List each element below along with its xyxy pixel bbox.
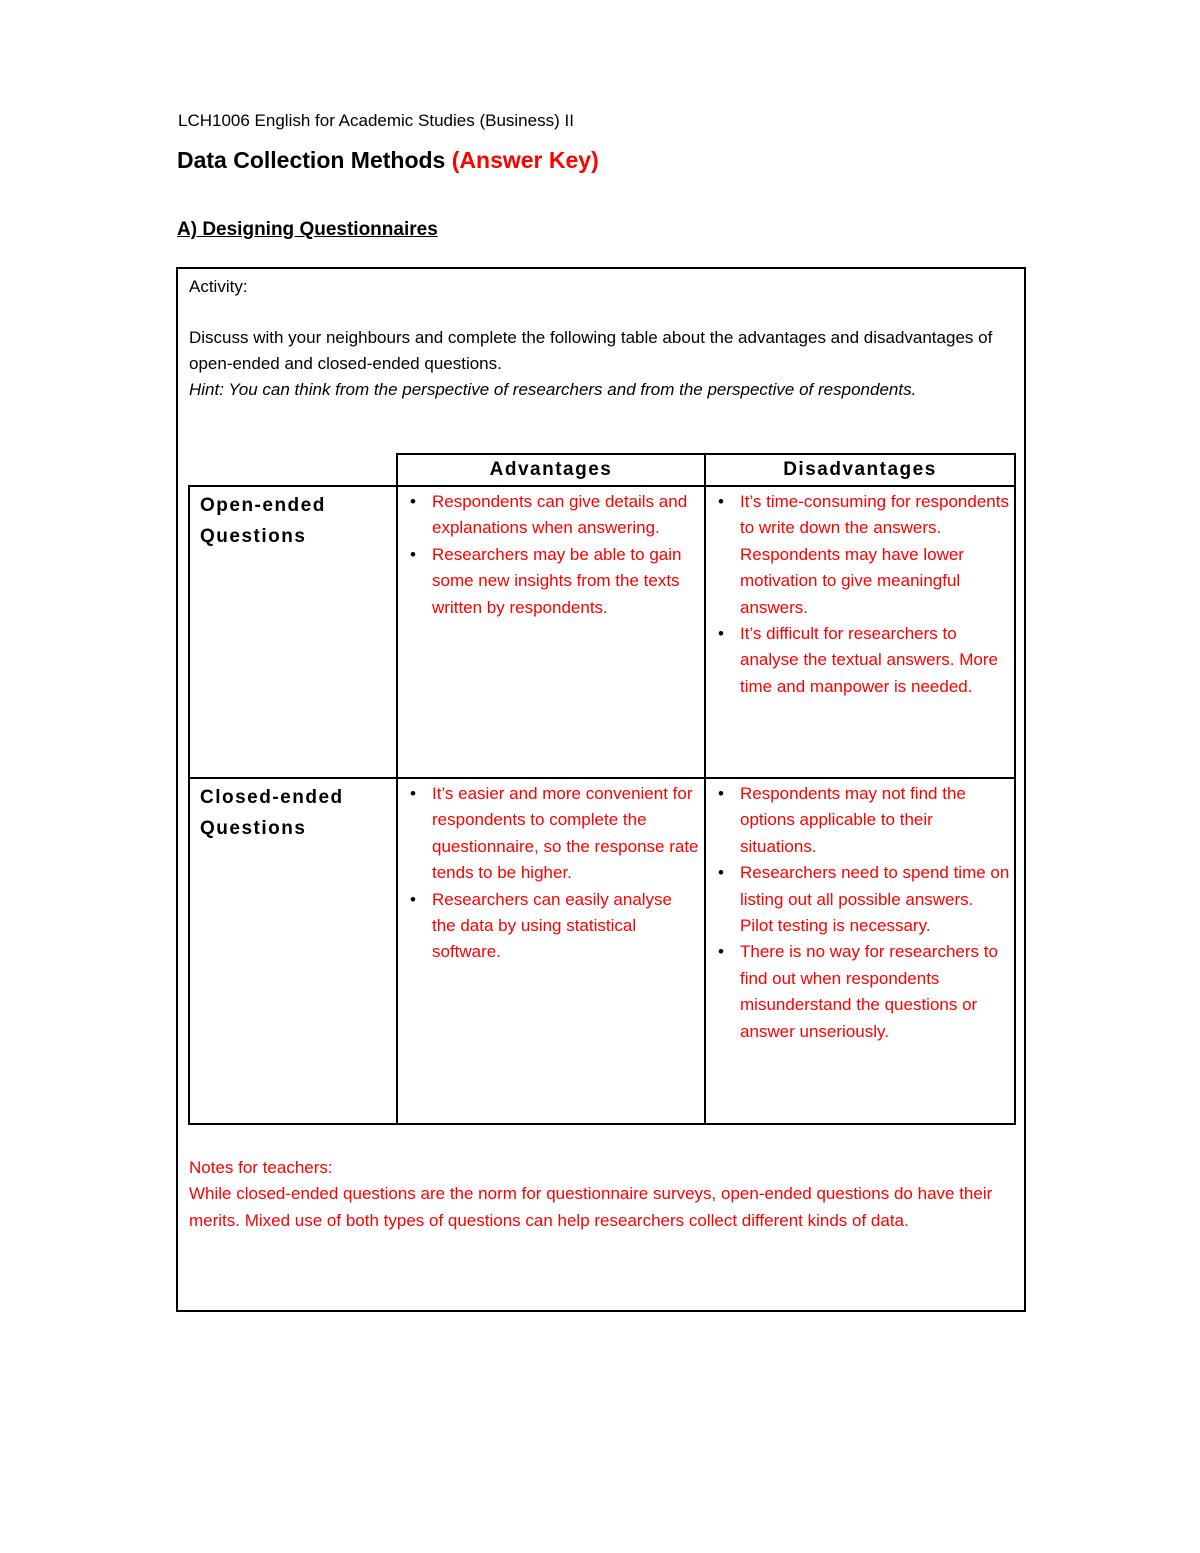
question-types-table <box>188 453 1016 1125</box>
list-item-text: It’s easier and more convenient for respondents to complete the questionnaire, so the response rate tends to be higher. <box>432 784 699 883</box>
row-label-open-ended: Open-ended Questions <box>189 486 397 778</box>
header-advantages: Advantages <box>397 454 705 486</box>
list-item <box>718 939 1010 1045</box>
list-item <box>718 621 1010 700</box>
list-item-text: It’s time-consuming for respondents to write down the answers. Respondents may have lower motivation to give meaningful answers. <box>740 492 1009 617</box>
list-item-text: Respondents can give details and explanations when answering. <box>432 492 688 538</box>
closed-disadvantages-list <box>706 779 1014 1045</box>
section-heading: A) Designing Questionnaires <box>177 219 438 240</box>
table-corner-cell <box>189 454 397 486</box>
title-answer-key: (Answer Key) <box>451 147 599 173</box>
bullet-icon: • <box>410 889 416 909</box>
bullet-icon: • <box>718 863 724 883</box>
table-header-row <box>189 454 1015 486</box>
list-item-text: Researchers can easily analyse the data by using statistical software. <box>432 889 673 962</box>
bullet-icon: • <box>410 784 416 803</box>
activity-hint: Hint: You can think from the perspective of researchers and from the perspective of respondents. <box>189 380 917 399</box>
bullet-icon: • <box>718 492 724 511</box>
bullet-icon: • <box>718 942 724 962</box>
teacher-notes-text: While closed-ended questions are the norm for questionnaire surveys, open-ended questions do have their merits. Mixed use of both types of questions can help researchers collect different kinds of data. <box>189 1184 993 1230</box>
bullet-icon: • <box>718 624 724 644</box>
teacher-notes-label: Notes for teachers: <box>189 1158 333 1177</box>
list-item <box>410 887 700 966</box>
list-item-text: Researchers may be able to gain some new insights from the texts written by respondents. <box>432 544 682 617</box>
bullet-icon: • <box>410 544 416 564</box>
list-item-text: Respondents may not find the options applicable to their situations. <box>740 784 966 856</box>
header-disadvantages: Disadvantages <box>705 454 1015 486</box>
activity-box <box>176 267 1026 1312</box>
activity-instructions: Discuss with your neighbours and complete the following table about the advantages and disadvantages of open-ended and closed-ended questions. <box>189 328 993 373</box>
teacher-notes <box>189 1155 1014 1234</box>
list-item <box>410 542 700 621</box>
table-row-closed-ended <box>189 778 1015 1124</box>
activity-label: Activity: <box>189 277 248 296</box>
cell-open-disadvantages <box>705 486 1015 778</box>
row-label-closed-ended: Closed-ended Questions <box>189 778 397 1124</box>
closed-advantages-list <box>398 779 704 966</box>
list-item-text: Researchers need to spend time on listing out all possible answers. Pilot testing is necessary. <box>740 863 1010 936</box>
open-advantages-list <box>398 487 704 621</box>
cell-closed-disadvantages <box>705 778 1015 1124</box>
list-item <box>718 860 1010 939</box>
cell-open-advantages <box>397 486 705 778</box>
list-item <box>718 489 1010 621</box>
title-text: Data Collection Methods <box>177 147 446 173</box>
course-title: LCH1006 English for Academic Studies (Business) II <box>178 111 574 130</box>
bullet-icon: • <box>410 492 416 511</box>
list-item <box>718 781 1010 860</box>
list-item-text: There is no way for researchers to find out when respondents misunderstand the questions or answer unseriously. <box>740 942 998 1041</box>
table-row-open-ended <box>189 486 1015 778</box>
open-disadvantages-list <box>706 487 1014 700</box>
list-item <box>410 489 700 542</box>
bullet-icon: • <box>718 784 724 803</box>
list-item-text: It’s difficult for researchers to analyse the textual answers. More time and manpower is needed. <box>740 624 998 696</box>
cell-closed-advantages <box>397 778 705 1124</box>
list-item <box>410 781 700 887</box>
page-title <box>177 145 599 175</box>
